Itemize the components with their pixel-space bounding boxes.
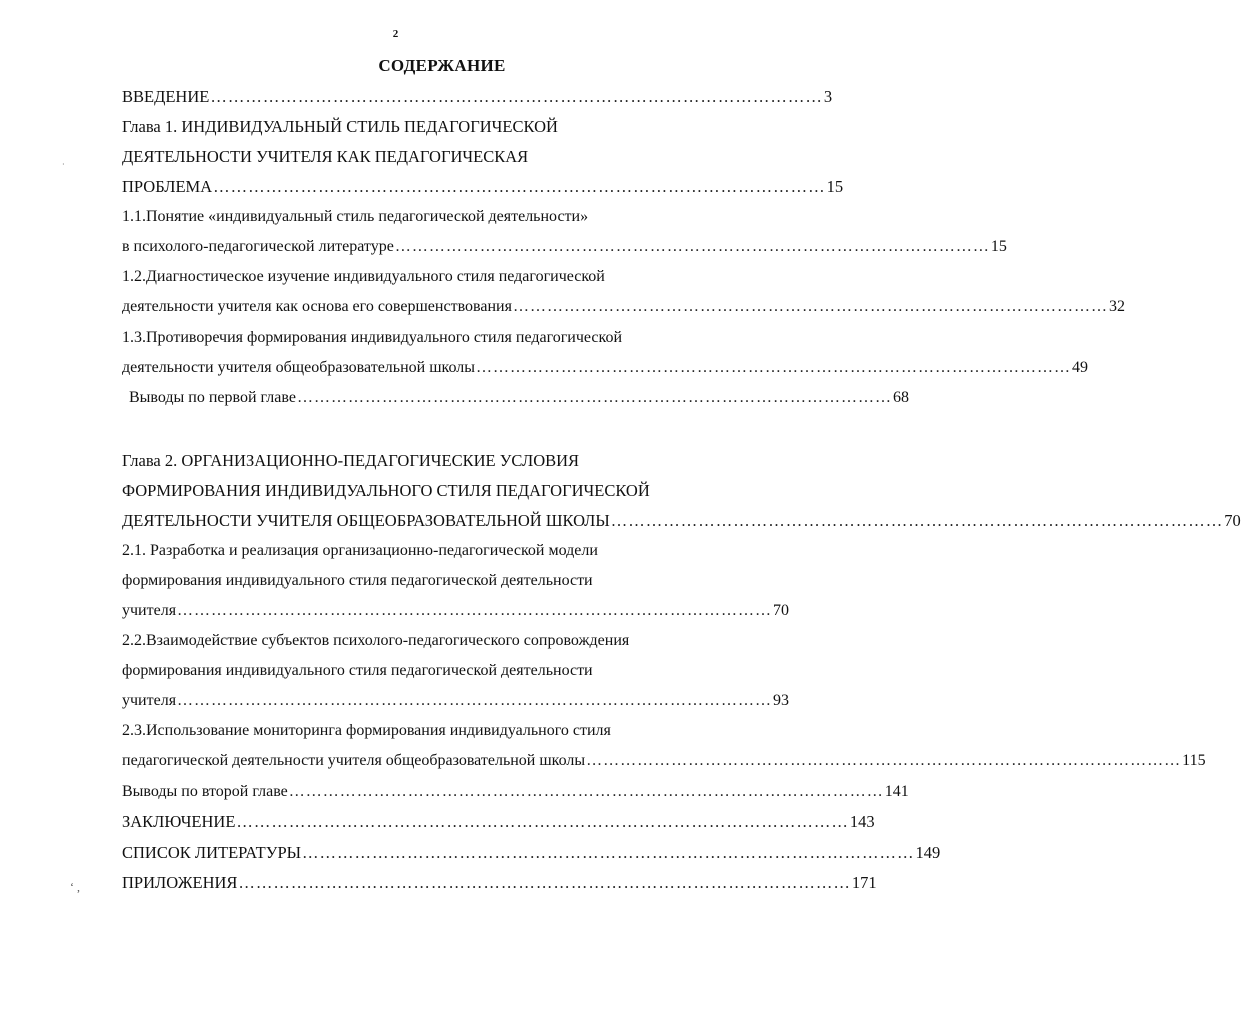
chapter-2-heading-line-1: Глава 2. ОРГАНИЗАЦИОННО-ПЕДАГОГИЧЕСКИЕ УСЛОВИЯ <box>122 451 580 470</box>
toc-entry-section-2-2[interactable] <box>122 691 790 711</box>
entry-title: ПРИЛОЖЕНИЯ <box>122 873 238 892</box>
leader-dots: …………………………………………………………………………………………… <box>288 783 884 800</box>
entry-title: ВВЕДЕНИЕ <box>122 87 210 106</box>
entry-title: ЗАКЛЮЧЕНИЕ <box>122 812 236 831</box>
entry-title: деятельности учителя как основа его совершенствования <box>122 298 512 315</box>
entry-title: в психолого-педагогической литературе <box>122 238 394 255</box>
entry-page: 70 <box>1224 511 1241 530</box>
entry-page: 149 <box>915 843 941 862</box>
chapter-2-heading-line-2: ФОРМИРОВАНИЯ ИНДИВИДУАЛЬНОГО СТИЛЯ ПЕДАГОГИЧЕСКОЙ <box>122 481 650 500</box>
toc-entry-references[interactable] <box>122 843 941 863</box>
toc-entry-section-2-3[interactable] <box>122 751 1206 771</box>
toc-entry-section-1-1[interactable] <box>122 237 1007 257</box>
toc-entry-conclusion[interactable] <box>122 812 875 832</box>
entry-page: 3 <box>823 87 833 106</box>
entry-page: 93 <box>773 692 790 709</box>
entry-title: учителя <box>122 692 177 709</box>
leader-dots: …………………………………………………………………………………………… <box>177 602 773 619</box>
entry-page: 68 <box>892 389 909 406</box>
entry-title: деятельности учителя общеобразовательной школы <box>122 359 476 376</box>
entry-title: Выводы по первой главе <box>129 389 296 406</box>
entry-title: учителя <box>122 602 177 619</box>
entry-title: ПРОБЛЕМА <box>122 177 213 196</box>
entry-page: 70 <box>773 602 790 619</box>
toc-title: СОДЕРЖАНИЕ <box>378 56 506 75</box>
entry-page: 115 <box>1182 752 1206 769</box>
leader-dots: …………………………………………………………………………………………… <box>586 752 1182 769</box>
entry-title: педагогической деятельности учителя общеобразовательной школы <box>122 752 586 769</box>
entry-page: 143 <box>849 812 875 831</box>
entry-title: Выводы по второй главе <box>122 783 288 800</box>
entry-title: СПИСОК ЛИТЕРАТУРЫ <box>122 843 302 862</box>
toc-entry-appendices[interactable] <box>122 873 877 893</box>
entry-page: 32 <box>1108 298 1125 315</box>
toc-entry-section-2-1[interactable] <box>122 601 790 621</box>
chapter-1-heading-line-2: ДЕЯТЕЛЬНОСТИ УЧИТЕЛЯ КАК ПЕДАГОГИЧЕСКАЯ <box>122 147 529 166</box>
entry-page: 49 <box>1072 359 1089 376</box>
section-2-2-line-2: формирования индивидуального стиля педагогической деятельности <box>122 662 593 679</box>
leader-dots: …………………………………………………………………………………………… <box>394 238 990 255</box>
leader-dots: …………………………………………………………………………………………… <box>213 177 826 196</box>
section-2-1-line-1: 2.1. Разработка и реализация организационно-педагогической модели <box>122 542 598 559</box>
entry-page: 171 <box>851 873 877 892</box>
section-2-3-line-1: 2.3.Использование мониторинга формирования индивидуального стиля <box>122 722 611 739</box>
chapter-1-heading-line-1: Глава 1. ИНДИВИДУАЛЬНЫЙ СТИЛЬ ПЕДАГОГИЧЕСКОЙ <box>122 117 558 136</box>
section-1-3-line-1: 1.3.Противоречия формирования индивидуального стиля педагогической <box>122 329 623 346</box>
leader-dots: …………………………………………………………………………………………… <box>236 812 849 831</box>
leader-dots: …………………………………………………………………………………………… <box>476 359 1072 376</box>
toc-entry-conclusions-1[interactable] <box>129 388 909 408</box>
entry-page: 141 <box>884 783 909 800</box>
leader-dots: …………………………………………………………………………………………… <box>296 389 892 406</box>
leader-dots: …………………………………………………………………………………………… <box>610 511 1224 530</box>
leader-dots: …………………………………………………………………………………………… <box>210 87 823 106</box>
entry-title: ДЕЯТЕЛЬНОСТИ УЧИТЕЛЯ ОБЩЕОБРАЗОВАТЕЛЬНОЙ ШКОЛЫ <box>122 511 610 530</box>
toc-entry-section-1-2[interactable] <box>122 297 1125 317</box>
page-number: 2 <box>392 28 399 40</box>
toc-entry-chapter-1[interactable] <box>122 177 844 197</box>
section-2-2-line-1: 2.2.Взаимодействие субъектов психолого-педагогического сопровождения <box>122 632 630 649</box>
section-1-1-line-1: 1.1.Понятие «индивидуальный стиль педагогической деятельности» <box>122 208 589 225</box>
toc-entry-section-1-3[interactable] <box>122 358 1089 378</box>
toc-entry-introduction[interactable] <box>122 87 833 107</box>
scan-speck: · <box>62 160 65 169</box>
scan-speck: ‘ , <box>70 880 80 894</box>
leader-dots: …………………………………………………………………………………………… <box>238 873 851 892</box>
leader-dots: …………………………………………………………………………………………… <box>512 298 1108 315</box>
entry-page: 15 <box>826 177 844 196</box>
toc-entry-chapter-2[interactable] <box>122 511 1241 531</box>
toc-entry-conclusions-2[interactable] <box>122 782 909 802</box>
entry-page: 15 <box>990 238 1007 255</box>
section-1-2-line-1: 1.2.Диагностическое изучение индивидуального стиля педагогической <box>122 268 605 285</box>
leader-dots: …………………………………………………………………………………………… <box>302 843 915 862</box>
leader-dots: …………………………………………………………………………………………… <box>177 692 773 709</box>
section-2-1-line-2: формирования индивидуального стиля педагогической деятельности <box>122 572 593 589</box>
